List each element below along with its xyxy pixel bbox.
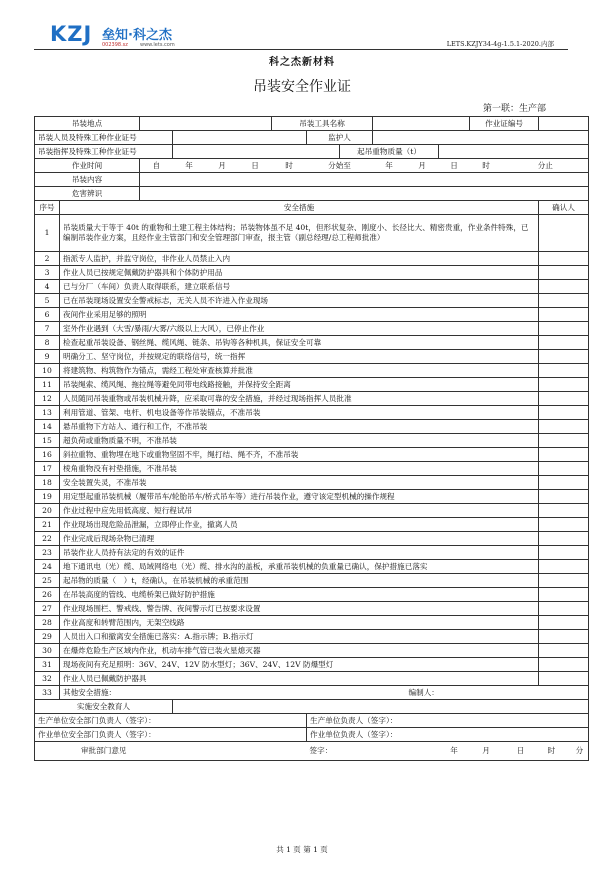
confirm-field[interactable]	[539, 616, 589, 630]
confirm-field[interactable]	[539, 252, 589, 266]
confirm-field[interactable]	[539, 504, 589, 518]
confirm-field[interactable]	[539, 574, 589, 588]
site-label: 吊装地点	[35, 117, 140, 131]
work-head-sign[interactable]: 作业单位负责人（签字）：	[307, 728, 589, 742]
table-row	[35, 252, 589, 266]
confirm-field[interactable]	[539, 294, 589, 308]
row-no: 3	[35, 266, 60, 280]
confirm-field[interactable]	[539, 532, 589, 546]
table-row	[35, 350, 589, 364]
confirm-field[interactable]	[539, 280, 589, 294]
approval-field[interactable]	[173, 742, 307, 761]
table-row	[35, 448, 589, 462]
row-no: 26	[35, 588, 60, 602]
confirm-field[interactable]	[539, 658, 589, 672]
table-row	[35, 294, 589, 308]
table-row	[35, 518, 589, 532]
row-no: 31	[35, 658, 60, 672]
confirm-field[interactable]	[539, 434, 589, 448]
document-code: LETS.KZJY34-4g-1.5.1-2020.内部	[446, 40, 554, 48]
table-row	[35, 308, 589, 322]
table-row	[35, 322, 589, 336]
table-row	[35, 560, 589, 574]
confirm-field[interactable]	[539, 588, 589, 602]
confirm-field[interactable]	[539, 672, 589, 686]
work-safety-sign[interactable]: 作业单位安全部门负责人（签字）：	[35, 728, 307, 742]
date-time[interactable]	[539, 742, 589, 761]
row-no: 6	[35, 308, 60, 322]
time-end-minute[interactable]: 分止	[503, 159, 589, 173]
prod-head-sign[interactable]: 生产单位负责人（签字）：	[307, 714, 589, 728]
commander-field[interactable]	[173, 145, 340, 159]
confirm-field[interactable]	[539, 644, 589, 658]
confirm-field[interactable]	[539, 420, 589, 434]
confirm-field[interactable]	[539, 336, 589, 350]
time-from: 自	[140, 159, 173, 173]
commander-label: 吊装指挥及特殊工种作业证号	[35, 145, 173, 159]
measure-text: 人员随同吊装重物或吊装机械升降，应采取可靠的安全措施，并经过现场指挥人员批准	[60, 392, 539, 406]
row-no: 16	[35, 448, 60, 462]
row-no: 18	[35, 476, 60, 490]
confirm-field[interactable]	[539, 602, 589, 616]
table-row	[35, 406, 589, 420]
row-no: 23	[35, 546, 60, 560]
measure-text: 作业人员已佩戴防护器具	[60, 672, 539, 686]
confirm-field[interactable]	[539, 266, 589, 280]
confirm-field[interactable]	[539, 308, 589, 322]
time-end-year[interactable]: 年	[373, 159, 406, 173]
table-row	[35, 672, 589, 686]
measure-text: 其他安全措施：	[60, 686, 406, 700]
measure-text: 已与分厂（车间）负责人取得联系，建立联系信号	[60, 280, 539, 294]
time-end-hour[interactable]: 时	[470, 159, 503, 173]
sign-field[interactable]	[373, 742, 439, 761]
table-row	[35, 644, 589, 658]
cert-label: 作业证编号	[470, 117, 539, 131]
confirm-field[interactable]	[539, 476, 589, 490]
measure-text: 用定型起重吊装机械（履带吊车/轮胎吊车/桥式吊车等）进行吊装作业，遵守该定型机械的操作规程	[60, 490, 539, 504]
measures-header	[35, 201, 589, 215]
measure-text: 地下通讯电（光）缆、局域网络电（光）缆、排水沟的盖板，承重吊装机械的负重量已确认，保护措施已落实	[60, 560, 539, 574]
confirm-field[interactable]	[539, 322, 589, 336]
measure-text: 检查起重吊装设备、钢丝绳、缆风绳、链条、吊钩等各种机具，保证安全可靠	[60, 336, 539, 350]
page-title: 吊装安全作业证	[253, 79, 351, 95]
cert-field[interactable]	[539, 117, 589, 131]
approval-label: 审批部门意见	[35, 742, 173, 761]
measure-text: 作业现场围栏、警戒线、警告牌、夜间警示灯已按要求设置	[60, 602, 539, 616]
measure-header: 安全措施	[60, 201, 539, 215]
date-minute: 分	[575, 746, 584, 755]
table-row	[35, 630, 589, 644]
measure-text: 斜拉重物、重物埋在地下或重物坚固不牢，绳打结、绳不齐，不准吊装	[60, 448, 539, 462]
table-row	[35, 686, 589, 700]
table-row	[35, 420, 589, 434]
row-no: 4	[35, 280, 60, 294]
table-row	[35, 490, 589, 504]
table-row	[35, 434, 589, 448]
confirm-field[interactable]	[539, 518, 589, 532]
tool-label: 吊装工具名称	[272, 117, 373, 131]
author-label: 编制人：	[406, 686, 589, 700]
confirm-field[interactable]	[539, 364, 589, 378]
row-no: 9	[35, 350, 60, 364]
row-no: 12	[35, 392, 60, 406]
header-divider	[34, 49, 568, 50]
table-row	[35, 602, 589, 616]
supervisor-label: 监护人	[307, 131, 373, 145]
date-year[interactable]: 年	[439, 742, 470, 761]
table-row	[35, 378, 589, 392]
measure-text: 人员出入口和撤离安全措施已落实：A.指示牌；B.指示灯	[60, 630, 539, 644]
table-row	[35, 215, 589, 252]
table-row	[35, 574, 589, 588]
date-month[interactable]: 月	[470, 742, 503, 761]
row-no: 8	[35, 336, 60, 350]
sign-label[interactable]: 签字：	[307, 742, 373, 761]
measure-text: 将建筑物、构筑物作为锚点，需经工程处审查核算并批准	[60, 364, 539, 378]
content-row	[35, 173, 589, 187]
table-row	[35, 336, 589, 350]
confirm-field[interactable]	[539, 406, 589, 420]
approval-row	[35, 742, 589, 761]
measure-text: 现场夜间有充足照明：36V、24V、12V 防水型灯；36V、24V、12V 防爆型灯	[60, 658, 539, 672]
page-footer: 共 1 页 第 1 页	[276, 845, 328, 854]
measure-text: 悬吊重物下方站人、通行和工作，不准吊装	[60, 420, 539, 434]
row-no: 24	[35, 560, 60, 574]
info-row	[35, 145, 589, 159]
table-row	[35, 546, 589, 560]
confirm-field[interactable]	[539, 630, 589, 644]
content-label: 吊装内容	[35, 173, 140, 187]
confirm-field[interactable]	[539, 462, 589, 476]
operator-field[interactable]	[173, 131, 307, 145]
row-no: 22	[35, 532, 60, 546]
measure-text: 安全装置失灵，不准吊装	[60, 476, 539, 490]
row-no: 29	[35, 630, 60, 644]
measure-text: 室外作业遇到（大雪/暴雨/大雾/六级以上大风），已停止作业	[60, 322, 539, 336]
company-url: www.lets.com	[140, 42, 175, 48]
info-row	[35, 117, 589, 131]
measure-text: 在吊装高度的管线、电缆桥架已做好防护措施	[60, 588, 539, 602]
time-day[interactable]: 日	[239, 159, 272, 173]
row-no: 32	[35, 672, 60, 686]
confirm-field[interactable]	[539, 560, 589, 574]
table-row	[35, 280, 589, 294]
time-hour[interactable]: 时	[272, 159, 307, 173]
signoff-row	[35, 700, 589, 714]
table-row	[35, 392, 589, 406]
time-end-month[interactable]: 月	[406, 159, 439, 173]
row-no: 13	[35, 406, 60, 420]
weight-field[interactable]	[439, 145, 589, 159]
measure-text: 作业现场出现危险品泄漏，立即停止作业，撤离人员	[60, 518, 539, 532]
confirm-field[interactable]	[539, 546, 589, 560]
measure-text: 吊装作业人员持有法定的有效的证件	[60, 546, 539, 560]
row-no: 7	[35, 322, 60, 336]
hazard-row	[35, 187, 589, 201]
confirm-field[interactable]	[539, 490, 589, 504]
weight-label: 起吊重物质量（t）	[340, 145, 439, 159]
prod-safety-sign[interactable]: 生产单位安全部门负责人（签字）：	[35, 714, 307, 728]
site-field[interactable]	[140, 117, 272, 131]
table-row	[35, 462, 589, 476]
supervisor-field[interactable]	[373, 131, 589, 145]
stock-code: 002398.sz	[102, 42, 128, 48]
time-year[interactable]: 年	[173, 159, 206, 173]
time-month[interactable]: 月	[206, 159, 239, 173]
row-no: 2	[35, 252, 60, 266]
hazard-field[interactable]	[140, 187, 589, 201]
time-label: 作业时间	[35, 159, 140, 173]
measure-text: 利用管道、管架、电杆、机电设备等作吊装锚点，不准吊装	[60, 406, 539, 420]
table-row	[35, 588, 589, 602]
measure-text: 在爆炸危险生产区域内作业，机动车排气管已装火星熄灭器	[60, 644, 539, 658]
confirm-field[interactable]	[539, 350, 589, 364]
confirm-field[interactable]	[539, 392, 589, 406]
measure-text: 作业过程中应先用低高度、短行程试吊	[60, 504, 539, 518]
permit-form	[34, 116, 589, 761]
time-end-day[interactable]: 日	[439, 159, 470, 173]
company-name: 科之杰新材料	[269, 57, 335, 68]
content-field[interactable]	[140, 173, 589, 187]
measure-text: 作业完成后现场杂物已清理	[60, 532, 539, 546]
row-no: 15	[35, 434, 60, 448]
educator-field[interactable]	[173, 700, 589, 714]
measure-text: 作业人员已按规定佩戴防护器具和个体防护用品	[60, 266, 539, 280]
company-logo-name: 垒知·科之杰	[102, 28, 172, 43]
measure-text: 明确分工、坚守岗位，并按规定的联络信号，统一指挥	[60, 350, 539, 364]
row-no: 28	[35, 616, 60, 630]
confirm-header: 确认人	[539, 201, 589, 215]
row-no: 17	[35, 462, 60, 476]
row-no: 27	[35, 602, 60, 616]
measure-text: 棱角重物没有衬垫措施，不准吊装	[60, 462, 539, 476]
confirm-field[interactable]	[539, 378, 589, 392]
measure-text: 夜间作业采用足够的照明	[60, 308, 539, 322]
measure-text: 指派专人监护，并监守岗位，非作业人员禁止入内	[60, 252, 539, 266]
row-no: 21	[35, 518, 60, 532]
educator-label: 实施安全教育人	[35, 700, 173, 714]
row-no: 14	[35, 420, 60, 434]
measure-text: 吊装质量大于等于 40t 的重物和土建工程主体结构；吊装物体虽不足 40t，但形状复杂、刚度小、长径比大、精密贵重，作业条件特殊，已编制吊装作业方案，且经作业主管部门和安全管理部门审查，报主管（副总经理/总工程师批准）	[60, 215, 539, 252]
row-no: 1	[35, 215, 60, 252]
row-no: 30	[35, 644, 60, 658]
row-no: 19	[35, 490, 60, 504]
date-hour: 时	[547, 746, 556, 755]
row-no: 10	[35, 364, 60, 378]
company-logo: KZJ	[50, 22, 93, 46]
signoff-row	[35, 714, 589, 728]
row-no: 25	[35, 574, 60, 588]
operator-label: 吊装人员及特殊工种作业证号	[35, 131, 173, 145]
time-minute-start[interactable]: 分始至	[307, 159, 373, 173]
row-no: 5	[35, 294, 60, 308]
hazard-label: 危害辨识	[35, 187, 140, 201]
row-no: 20	[35, 504, 60, 518]
no-header: 序号	[35, 201, 60, 215]
table-row	[35, 658, 589, 672]
tool-field[interactable]	[373, 117, 470, 131]
copy-label: 第一联：生产部	[482, 104, 546, 114]
table-row	[35, 504, 589, 518]
date-day[interactable]: 日	[503, 742, 539, 761]
confirm-field[interactable]	[539, 448, 589, 462]
time-row	[35, 159, 589, 173]
measure-text: 吊装绳索、缆风绳、拖拉绳等避免同带电线路接触，并保持安全距离	[60, 378, 539, 392]
info-row	[35, 131, 589, 145]
table-row	[35, 616, 589, 630]
confirm-field[interactable]	[539, 215, 589, 252]
measure-text: 已在吊装现场设置安全警戒标志，无关人员不许进入作业现场	[60, 294, 539, 308]
table-row	[35, 266, 589, 280]
signoff-row	[35, 728, 589, 742]
table-row	[35, 476, 589, 490]
measure-text: 作业高度和转臂范围内，无架空线路	[60, 616, 539, 630]
row-no: 11	[35, 378, 60, 392]
measure-text: 超负荷或重物质量不明，不准吊装	[60, 434, 539, 448]
table-row	[35, 364, 589, 378]
page-header	[0, 0, 604, 60]
measure-text: 起吊物的质量（ ）t，经确认，在吊装机械的承重范围	[60, 574, 539, 588]
table-row	[35, 532, 589, 546]
row-no: 33	[35, 686, 60, 700]
